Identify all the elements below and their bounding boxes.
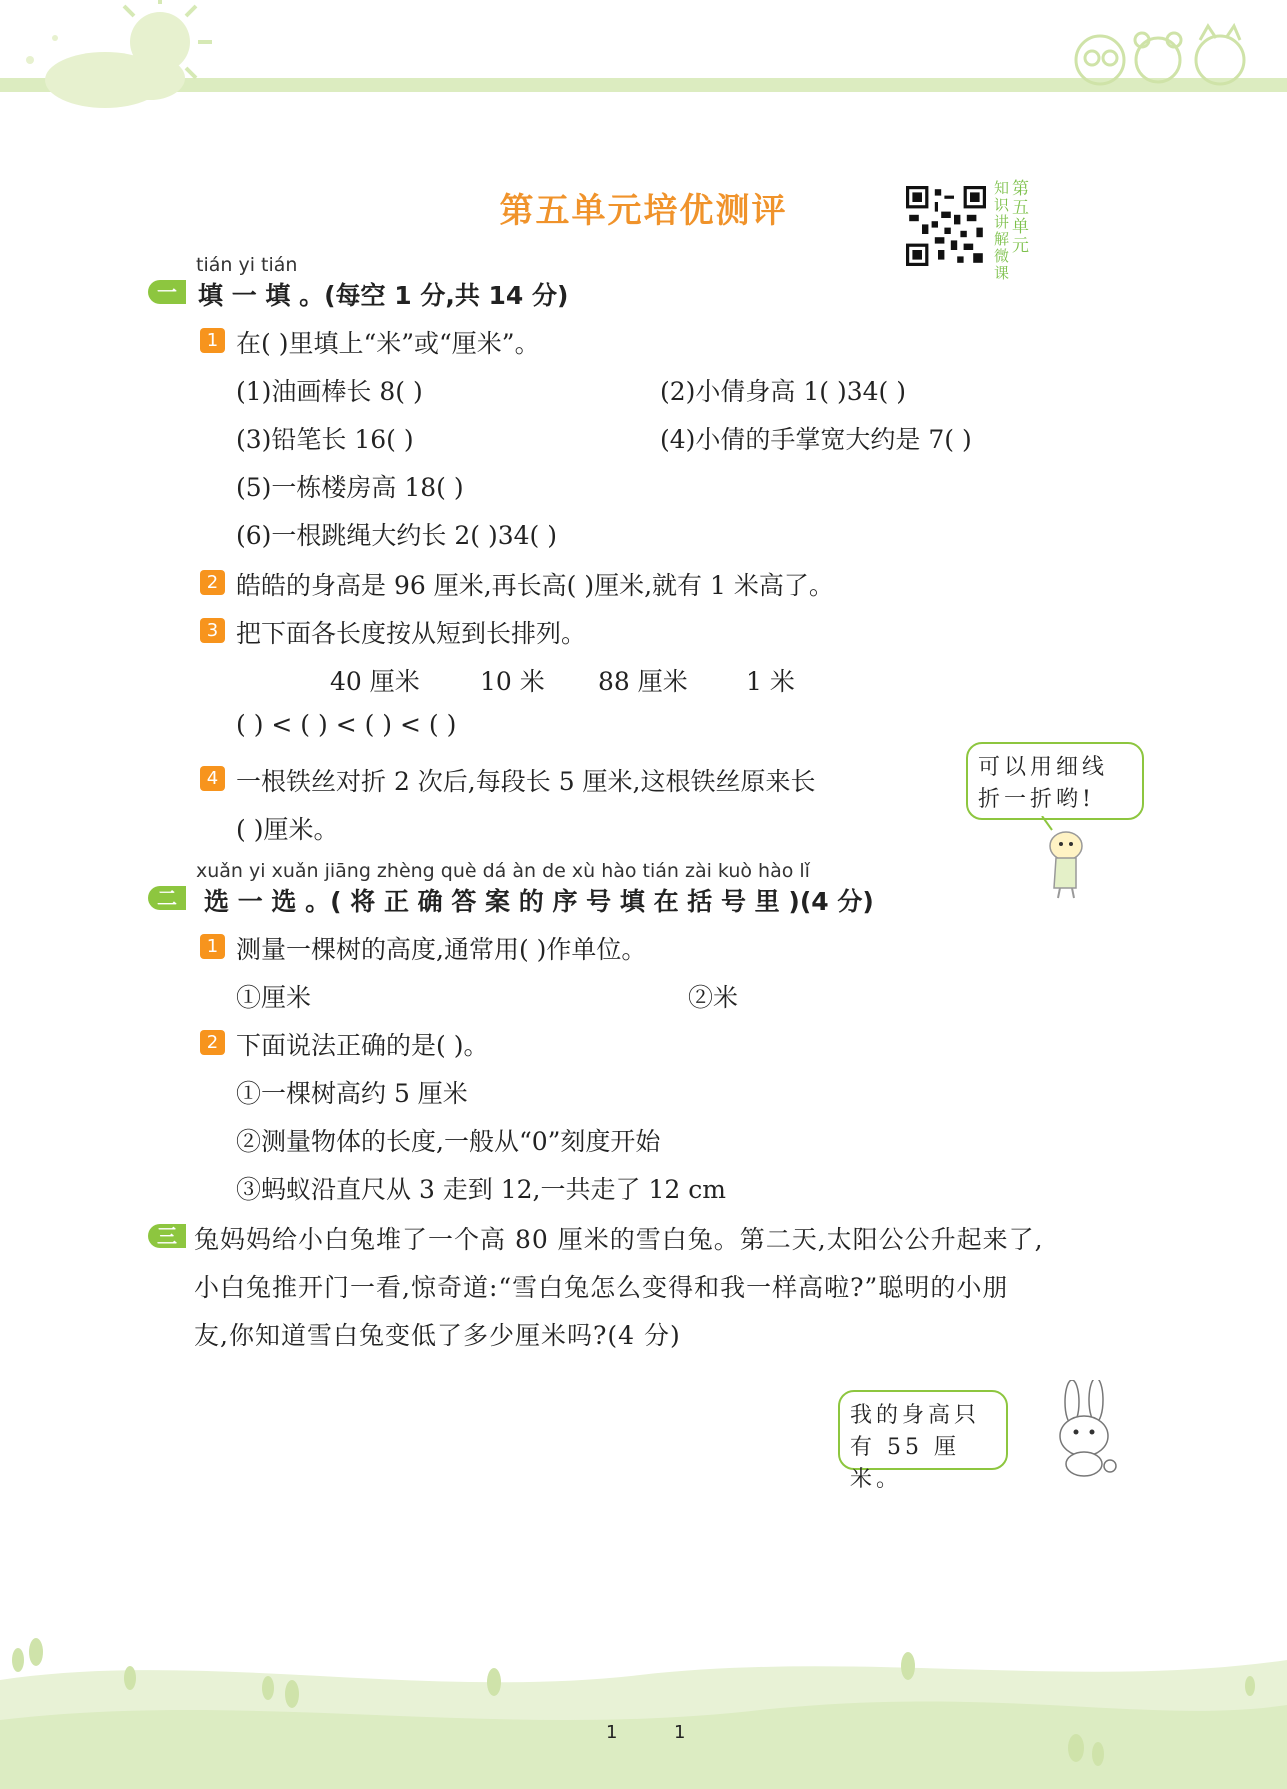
s3-line-1: 兔妈妈给小白兔堆了一个高 80 厘米的雪白兔。第二天,太阳公公升起来了, <box>194 1225 1044 1254</box>
s3-line-2: 小白兔推开门一看,惊奇道:“雪白兔怎么变得和我一样高啦?”聪明的小朋 <box>194 1273 1009 1302</box>
hint-line2: 折一折哟! <box>978 787 1095 812</box>
q1-number: 1 <box>200 328 225 353</box>
section2-badge: 二 <box>148 886 186 910</box>
q1-item-5: (5)一栋楼房高 18( ) <box>236 473 464 502</box>
s2-q2-option-1: ①一棵树高约 5 厘米 <box>236 1079 468 1108</box>
q3-length-2: 10 米 <box>480 667 545 696</box>
q4-number: 4 <box>200 766 225 791</box>
s2-q2-text: 下面说法正确的是( )。 <box>236 1031 489 1060</box>
q1-item-1: (1)油画棒长 8( ) <box>236 377 423 406</box>
sun-cloud-decor-icon <box>0 0 220 120</box>
rabbit-bubble-line2: 有 55 厘米。 <box>850 1435 960 1492</box>
section3-badge: 三 <box>148 1224 186 1248</box>
page-number-left: 1 <box>606 1722 618 1743</box>
hint-line1: 可以用细线 <box>978 755 1109 780</box>
s2-q1-option-2: ②米 <box>688 983 739 1012</box>
q2-text: 皓皓的身高是 96 厘米,再长高( )厘米,就有 1 米高了。 <box>236 571 834 600</box>
section1-title: 填 一 填 。(每空 1 分,共 14 分) <box>198 281 569 310</box>
q1-prompt: 在( )里填上“米”或“厘米”。 <box>236 329 540 358</box>
qr-code-icon <box>906 186 986 266</box>
s2-q1-number: 1 <box>200 934 225 959</box>
qr-caption-col2: 第 五 单 元 <box>1012 179 1029 256</box>
section2-pinyin: xuǎn yi xuǎn jiāng zhèng què dá àn de xù hào tián zài kuò hào lǐ <box>196 860 810 882</box>
section1-pinyin: tián yi tián <box>196 254 298 276</box>
q3-answer-line: ( ) < ( ) < ( ) < ( ) <box>236 710 457 739</box>
q4-line2: ( )厘米。 <box>236 815 339 844</box>
s2-q2-option-2: ②测量物体的长度,一般从“0”刻度开始 <box>236 1127 661 1156</box>
q3-number: 3 <box>200 618 225 643</box>
animal-faces-decor-icon <box>1060 20 1260 90</box>
rabbit-bubble-line1: 我的身高只 <box>850 1403 981 1428</box>
q1-item-3: (3)铅笔长 16( ) <box>236 425 414 454</box>
s2-q2-number: 2 <box>200 1030 225 1055</box>
q1-item-2: (2)小倩身高 1( )34( ) <box>660 377 906 406</box>
hint-bubble <box>966 742 1144 820</box>
q3-length-1: 40 厘米 <box>330 667 420 696</box>
page-title: 第五单元培优测评 <box>499 191 788 231</box>
q3-length-3: 88 厘米 <box>598 667 688 696</box>
q3-length-4: 1 米 <box>746 667 795 696</box>
qr-caption-col1: 知 识 讲 解 微 课 <box>994 179 1010 282</box>
section2-title: 选 一 选 。( 将 正 确 答 案 的 序 号 填 在 括 号 里 )(4 分) <box>204 887 874 916</box>
q4-line1: 一根铁丝对折 2 次后,每段长 5 厘米,这根铁丝原来长 <box>236 767 816 796</box>
rabbit-bubble <box>838 1390 1008 1492</box>
s2-q1-text: 测量一棵树的高度,通常用( )作单位。 <box>236 935 647 964</box>
q1-item-6: (6)一根跳绳大约长 2( )34( ) <box>236 521 557 550</box>
rabbit-character-icon <box>1044 1380 1134 1480</box>
hills-landscape-decor-icon <box>0 1630 1287 1789</box>
section1-badge: 一 <box>148 280 186 304</box>
page-number-right: 1 <box>674 1722 686 1743</box>
q2-number: 2 <box>200 570 225 595</box>
s2-q2-option-3: ③蚂蚁沿直尺从 3 走到 12,一共走了 12 cm <box>236 1175 726 1204</box>
s3-line-3: 友,你知道雪白兔变低了多少厘米吗?(4 分) <box>194 1321 681 1350</box>
pencil-character-icon <box>1030 816 1110 900</box>
q1-item-4: (4)小倩的手掌宽大约是 7( ) <box>660 425 972 454</box>
s2-q1-option-1: ①厘米 <box>236 983 312 1012</box>
q3-text: 把下面各长度按从短到长排列。 <box>236 619 587 648</box>
